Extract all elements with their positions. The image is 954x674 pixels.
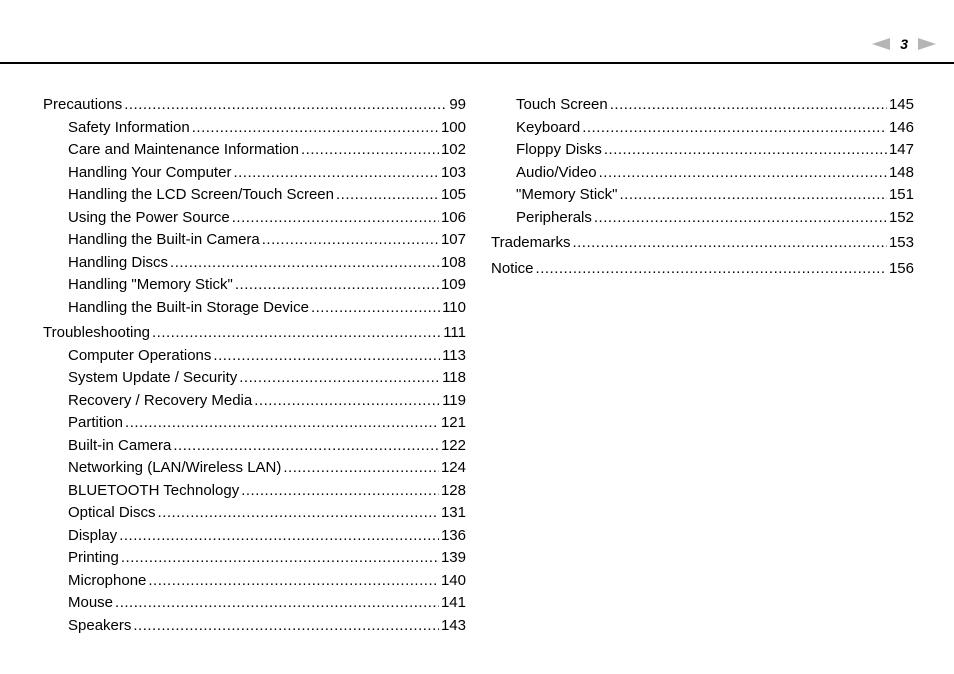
toc-entry[interactable] [43, 390, 466, 413]
toc-entry[interactable] [43, 412, 466, 435]
header-divider [0, 62, 954, 64]
page-navigation [872, 36, 936, 52]
dot-leader [254, 390, 440, 413]
dot-leader [125, 412, 439, 435]
toc-entry-page: 147 [888, 141, 914, 158]
dot-leader [133, 615, 439, 638]
dot-leader [115, 592, 439, 615]
page-number: 3 [900, 36, 908, 52]
toc-entry-page: 131 [440, 504, 466, 521]
toc-entry-page: 121 [440, 414, 466, 431]
toc-entry[interactable] [43, 525, 466, 548]
toc-entry-title: Partition [68, 414, 124, 431]
toc-entry-page: 148 [888, 163, 914, 181]
toc-entry-title: Microphone [68, 571, 147, 589]
toc-entry-title: Keyboard [516, 118, 581, 136]
toc-entry[interactable] [491, 139, 914, 162]
toc-entry-title: Handling the Built-in Storage Device [68, 298, 309, 316]
toc-entry[interactable] [491, 184, 914, 207]
toc-entry-title: Built-in Camera [68, 436, 172, 454]
toc-entry[interactable] [491, 162, 914, 185]
toc-entry[interactable] [43, 570, 466, 593]
previous-page-icon[interactable] [872, 38, 890, 50]
toc-entry-title: Recovery / Recovery Media [68, 391, 253, 409]
toc-entry-page: 111 [443, 324, 466, 341]
dot-leader [124, 94, 447, 117]
dot-leader [173, 435, 439, 458]
dot-leader [241, 480, 439, 503]
toc-entry-title: Speakers [68, 616, 132, 634]
toc-entry-page: 99 [449, 96, 466, 113]
toc-entry-page: 122 [440, 436, 466, 454]
toc-entry[interactable] [43, 274, 466, 297]
toc-entry[interactable] [491, 117, 914, 140]
toc-entry-title: "Memory Stick" [516, 186, 618, 203]
toc-entry[interactable] [491, 94, 914, 117]
toc-entry-page: 136 [440, 526, 466, 544]
dot-leader [594, 207, 887, 230]
toc-entry-page: 143 [440, 616, 466, 634]
toc-entry-page: 124 [440, 459, 466, 476]
dot-leader [158, 502, 439, 525]
dot-leader [283, 457, 439, 480]
toc-entry-title: Floppy Disks [516, 141, 602, 158]
dot-leader [582, 117, 887, 140]
toc-left-column [43, 94, 466, 637]
toc-entry-title: Handling the LCD Screen/Touch Screen [68, 186, 334, 203]
toc-entry-title: Handling Your Computer [68, 163, 232, 181]
next-page-icon[interactable] [918, 38, 936, 50]
toc-entry-title: BLUETOOTH Technology [68, 481, 240, 499]
toc-entry-page: 108 [440, 253, 466, 271]
dot-leader [599, 162, 887, 185]
toc-entry[interactable] [43, 207, 466, 230]
toc-entry-title: Printing [68, 549, 119, 566]
toc-entry-title: Handling the Built-in Camera [68, 231, 260, 248]
toc-entry-title: Care and Maintenance Information [68, 141, 299, 158]
page-header [0, 0, 954, 64]
toc-entry-page: 113 [442, 346, 466, 364]
toc-entry-title: Display [68, 526, 118, 544]
toc-entry-title: Computer Operations [68, 346, 212, 364]
toc-entry-title: Handling "Memory Stick" [68, 276, 233, 293]
toc-entry[interactable] [491, 258, 914, 281]
toc-entry[interactable] [43, 457, 466, 480]
dot-leader [232, 207, 439, 230]
toc-entry-page: 110 [442, 298, 466, 316]
toc-entry[interactable] [43, 162, 466, 185]
toc-entry-page: 156 [888, 259, 914, 277]
toc-entry-title: Touch Screen [516, 96, 608, 113]
toc-entry-page: 128 [440, 481, 466, 499]
toc-entry-page: 140 [440, 571, 466, 589]
toc-entry-page: 109 [440, 276, 466, 293]
toc-entry-page: 146 [888, 118, 914, 136]
toc-entry-title: Optical Discs [68, 504, 156, 521]
toc-right-column [491, 94, 914, 280]
toc-entry[interactable] [43, 184, 466, 207]
toc-entry-title: Using the Power Source [68, 208, 230, 226]
dot-leader [213, 345, 440, 368]
dot-leader [152, 322, 441, 345]
toc-entry-page: 118 [442, 369, 466, 386]
toc-entry-title: Precautions [43, 96, 123, 113]
toc-entry[interactable] [43, 367, 466, 390]
toc-entry[interactable] [43, 345, 466, 368]
toc-entry-page: 145 [888, 96, 914, 113]
toc-entry[interactable] [43, 139, 466, 162]
toc-entry-title: Handling Discs [68, 253, 169, 271]
dot-leader [235, 274, 439, 297]
toc-entry[interactable] [43, 297, 466, 320]
dot-leader [301, 139, 439, 162]
toc-entry-page: 119 [442, 391, 466, 409]
toc-entry-title: Peripherals [516, 208, 592, 226]
dot-leader [604, 139, 887, 162]
toc-entry-page: 106 [440, 208, 466, 226]
toc-entry[interactable] [43, 252, 466, 275]
dot-leader [311, 297, 440, 320]
toc-entry-title: Audio/Video [516, 163, 597, 181]
toc-entry-page: 103 [440, 163, 466, 181]
dot-leader [620, 184, 887, 207]
dot-leader [170, 252, 439, 275]
toc-entry[interactable] [43, 117, 466, 140]
toc-entry[interactable] [43, 322, 466, 345]
toc-entry[interactable] [43, 547, 466, 570]
toc-entry-title: System Update / Security [68, 369, 238, 386]
dot-leader [233, 162, 439, 185]
toc-entry-title: Safety Information [68, 118, 190, 136]
toc-entry[interactable] [43, 615, 466, 638]
toc-entry[interactable] [491, 232, 914, 255]
toc-entry-title: Networking (LAN/Wireless LAN) [68, 459, 282, 476]
toc-entry-page: 100 [440, 118, 466, 136]
toc-entry-title: Notice [491, 259, 534, 277]
dot-leader [572, 232, 887, 255]
toc-entry-page: 139 [440, 549, 466, 566]
dot-leader [119, 525, 439, 548]
toc-entry-page: 107 [440, 231, 466, 248]
toc-entry[interactable] [491, 207, 914, 230]
dot-leader [148, 570, 439, 593]
dot-leader [121, 547, 439, 570]
toc-entry-page: 141 [440, 594, 466, 611]
toc-entry-page: 105 [440, 186, 466, 203]
toc-entry[interactable] [43, 592, 466, 615]
toc-entry-title: Mouse [68, 594, 114, 611]
dot-leader [239, 367, 440, 390]
toc-entry[interactable] [43, 502, 466, 525]
toc-entry-title: Trademarks [491, 234, 571, 251]
dot-leader [536, 258, 887, 281]
toc-entry[interactable] [43, 94, 466, 117]
toc-entry-page: 102 [440, 141, 466, 158]
toc-entry[interactable] [43, 435, 466, 458]
dot-leader [262, 229, 439, 252]
toc-entry-page: 153 [888, 234, 914, 251]
toc-entry-page: 151 [888, 186, 914, 203]
toc-entry-page: 152 [888, 208, 914, 226]
dot-leader [192, 117, 439, 140]
dot-leader [336, 184, 439, 207]
toc-entry[interactable] [43, 480, 466, 503]
toc-entry-title: Troubleshooting [43, 324, 151, 341]
toc-entry[interactable] [43, 229, 466, 252]
dot-leader [610, 94, 887, 117]
